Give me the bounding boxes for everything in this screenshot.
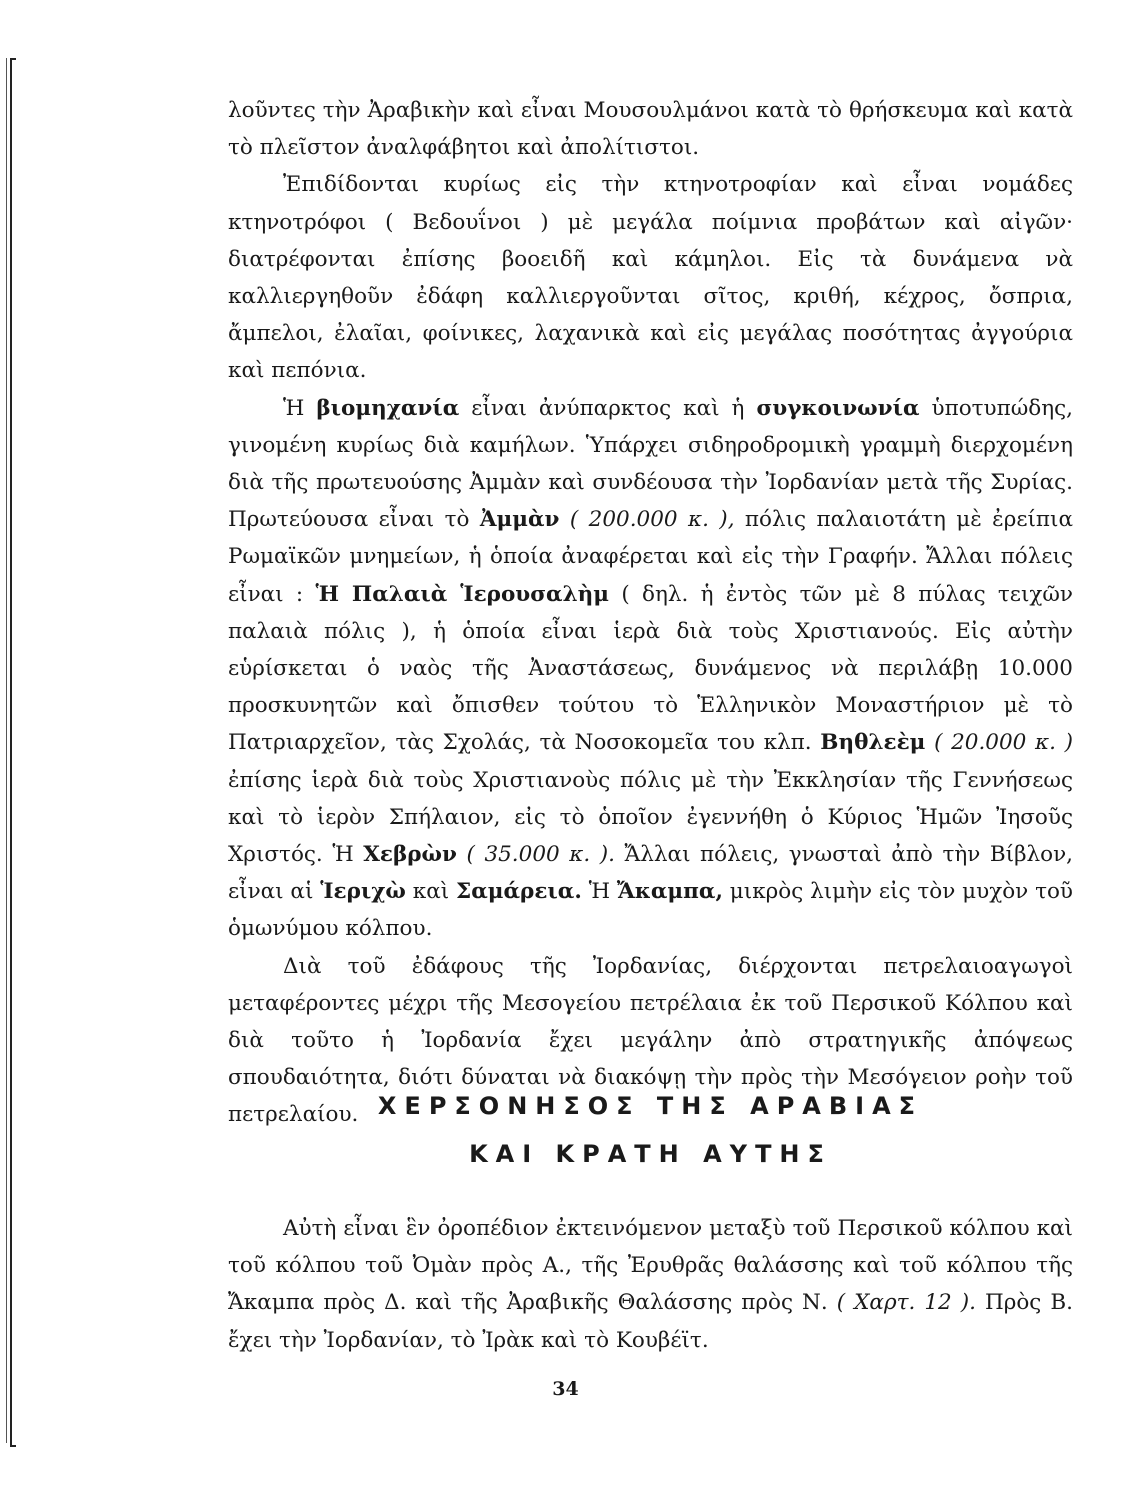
population-note: ( 35.000 κ. ).: [456, 842, 615, 868]
population-note: ( 200.000 κ. ),: [559, 507, 735, 533]
section-heading-line-1: ΧΕΡΣΟΝΗΣΟΣ ΤΗΣ ΑΡΑΒΙΑΣ: [377, 1092, 924, 1120]
paragraph-2: Ἐπιδίδονται κυρίως εἰς τὴν κτηνοτροφίαν καὶ εἶναι νομάδες κτηνοτρόφοι ( Βεδουΐνοι ) μὲ μεγάλα ποίμνια προβάτων καὶ αἰγῶν· διατρέφονται ἐπίσης βοοειδῆ καὶ κάμηλοι. Εἰς τὰ δυνάμενα νὰ καλλιεργηθοῦν ἐδάφη καλλιεργοῦνται σῖτος, κριθή, κέχρος, ὄσπρια, ἄμπελοι, ἐλαῖαι, φοίνικες, λαχανικὰ καὶ εἰς μεγάλας ποσότητας ἀγγούρια καὶ πεπόνια.: [228, 172, 1073, 384]
section-heading-line-2: ΚΑΙ ΚΡΑΤΗ ΑΥΤΗΣ: [469, 1140, 832, 1168]
paragraph-5: Αὐτὴ εἶναι ἓν ὀροπέδιον ἐκτεινόμενον μεταξὺ τοῦ Περσικοῦ κόλπου καὶ τοῦ κόλπου τοῦ Ὀμὰν πρὸς Α., τῆς Ἐρυθρᾶς θαλάσσης καὶ τοῦ κόλπου τῆς Ἄκαμπα πρὸς Δ. καὶ τῆς Ἀραβικῆς Θαλάσσης πρὸς Ν. ( Χαρτ. 12 ). Πρὸς Β. ἔχει τὴν Ἰορδανίαν, τὸ Ἰρὰκ καὶ τὸ Κουβέϊτ.: [228, 1216, 1073, 1353]
population-note: ( 20.000 κ. ): [925, 730, 1073, 756]
page-number: 34: [552, 1378, 579, 1400]
binding-edge: [10, 58, 16, 1447]
paragraph-1: λοῦντες τὴν Ἀραβικὴν καὶ εἶναι Μουσουλμάνοι κατὰ τὸ θρήσκευμα καὶ κατὰ τὸ πλεῖστον ἀναλφάβητοι καὶ ἀπολίτιστοι.: [228, 98, 1073, 161]
paragraph-4: Διὰ τοῦ ἐδάφους τῆς Ἰορδανίας, διέρχονται πετρελαιοαγωγοὶ μεταφέροντες μέχρι τῆς Μεσογείου πετρέλαια ἐκ τοῦ Περσικοῦ Κόλπου καὶ διὰ τοῦτο ἡ Ἰορδανία ἔχει μεγάλην ἀπὸ στρατηγικῆς ἀπόψεως σπουδαιότητα, διότι δύναται νὰ διακόψῃ τὴν πρὸς τὴν Μεσόγειον ροὴν τοῦ πετρελαίου.: [228, 953, 1073, 1128]
bold-city: Ἀμμὰν: [479, 507, 560, 533]
bold-city: Ἡ Παλαιὰ Ἱερουσαλὴμ: [315, 581, 610, 607]
section-body: [228, 1210, 1073, 1359]
bold-city: Βηθλεὲμ: [820, 730, 926, 756]
bold-term: συγκοινωνία: [756, 395, 920, 421]
bold-term: βιομηχανία: [316, 395, 460, 421]
map-reference: ( Χαρτ. 12 ).: [836, 1290, 976, 1316]
binding-shadow: [2, 58, 7, 1443]
paragraph-3: Ἡ βιομηχανία εἶναι ἀνύπαρκτος καὶ ἡ συγκοινωνία ὑποτυπώδης, γινομένη κυρίως διὰ καμήλων. Ὑπάρχει σιδηροδρομικὴ γραμμὴ διερχομένη διὰ τῆς πρωτευούσης Ἀμμὰν καὶ συνδέουσα τὴν Ἰορδανίαν μετὰ τῆς Συρίας. Πρωτεύουσα εἶναι τὸ Ἀμμὰν ( 200.000 κ. ), πόλις παλαιοτάτη μὲ ἐρείπια Ρωμαϊκῶν μνημείων, ἡ ὁποία ἀναφέρεται καὶ εἰς τὴν Γραφήν. Ἄλλαι πόλεις εἶναι : Ἡ Παλαιὰ Ἱερουσαλὴμ ( δηλ. ἡ ἐντὸς τῶν μὲ 8 πύλας τειχῶν παλαιὰ πόλις ), ἡ ὁποία εἶναι ἱερὰ διὰ τοὺς Χριστιανούς. Εἰς αὐτὴν εὑρίσκεται ὁ ναὸς τῆς Ἀναστάσεως, δυνάμενος νὰ περιλάβῃ 10.000 προσκυνητῶν καὶ ὄπισθεν τούτου τὸ Ἑλληνικὸν Μοναστήριον μὲ τὸ Πατριαρχεῖον, τὰς Σχολάς, τὰ Νοσοκομεῖα του κλπ. Βηθλεὲμ ( 20.000 κ. ) ἐπίσης ἱερὰ διὰ τοὺς Χριστιανοὺς πόλις μὲ τὴν Ἐκκλησίαν τῆς Γεννήσεως καὶ τὸ ἱερὸν Σπήλαιον, εἰς τὸ ὁποῖον ἐγεννήθη ὁ Κύριος Ἡμῶν Ἰησοῦς Χριστός. Ἡ Χεβρὼν ( 35.000 κ. ). Ἄλλαι πόλεις, γνωσταὶ ἀπὸ τὴν Βίβλον, εἶναι αἱ Ἱεριχὼ καὶ Σαμάρεια. Ἡ Ἄκαμπα, μικρὸς λιμὴν εἰς τὸν μυχὸν τοῦ ὁμωνύμου κόλπου.: [228, 395, 1074, 942]
bold-city: Ἱεριχὼ: [320, 879, 406, 905]
bold-city: Σαμάρεια.: [456, 879, 582, 905]
body-text: [228, 92, 1073, 1134]
bold-city: Χεβρὼν: [363, 842, 457, 868]
bold-city: Ἄκαμπα,: [616, 879, 723, 905]
